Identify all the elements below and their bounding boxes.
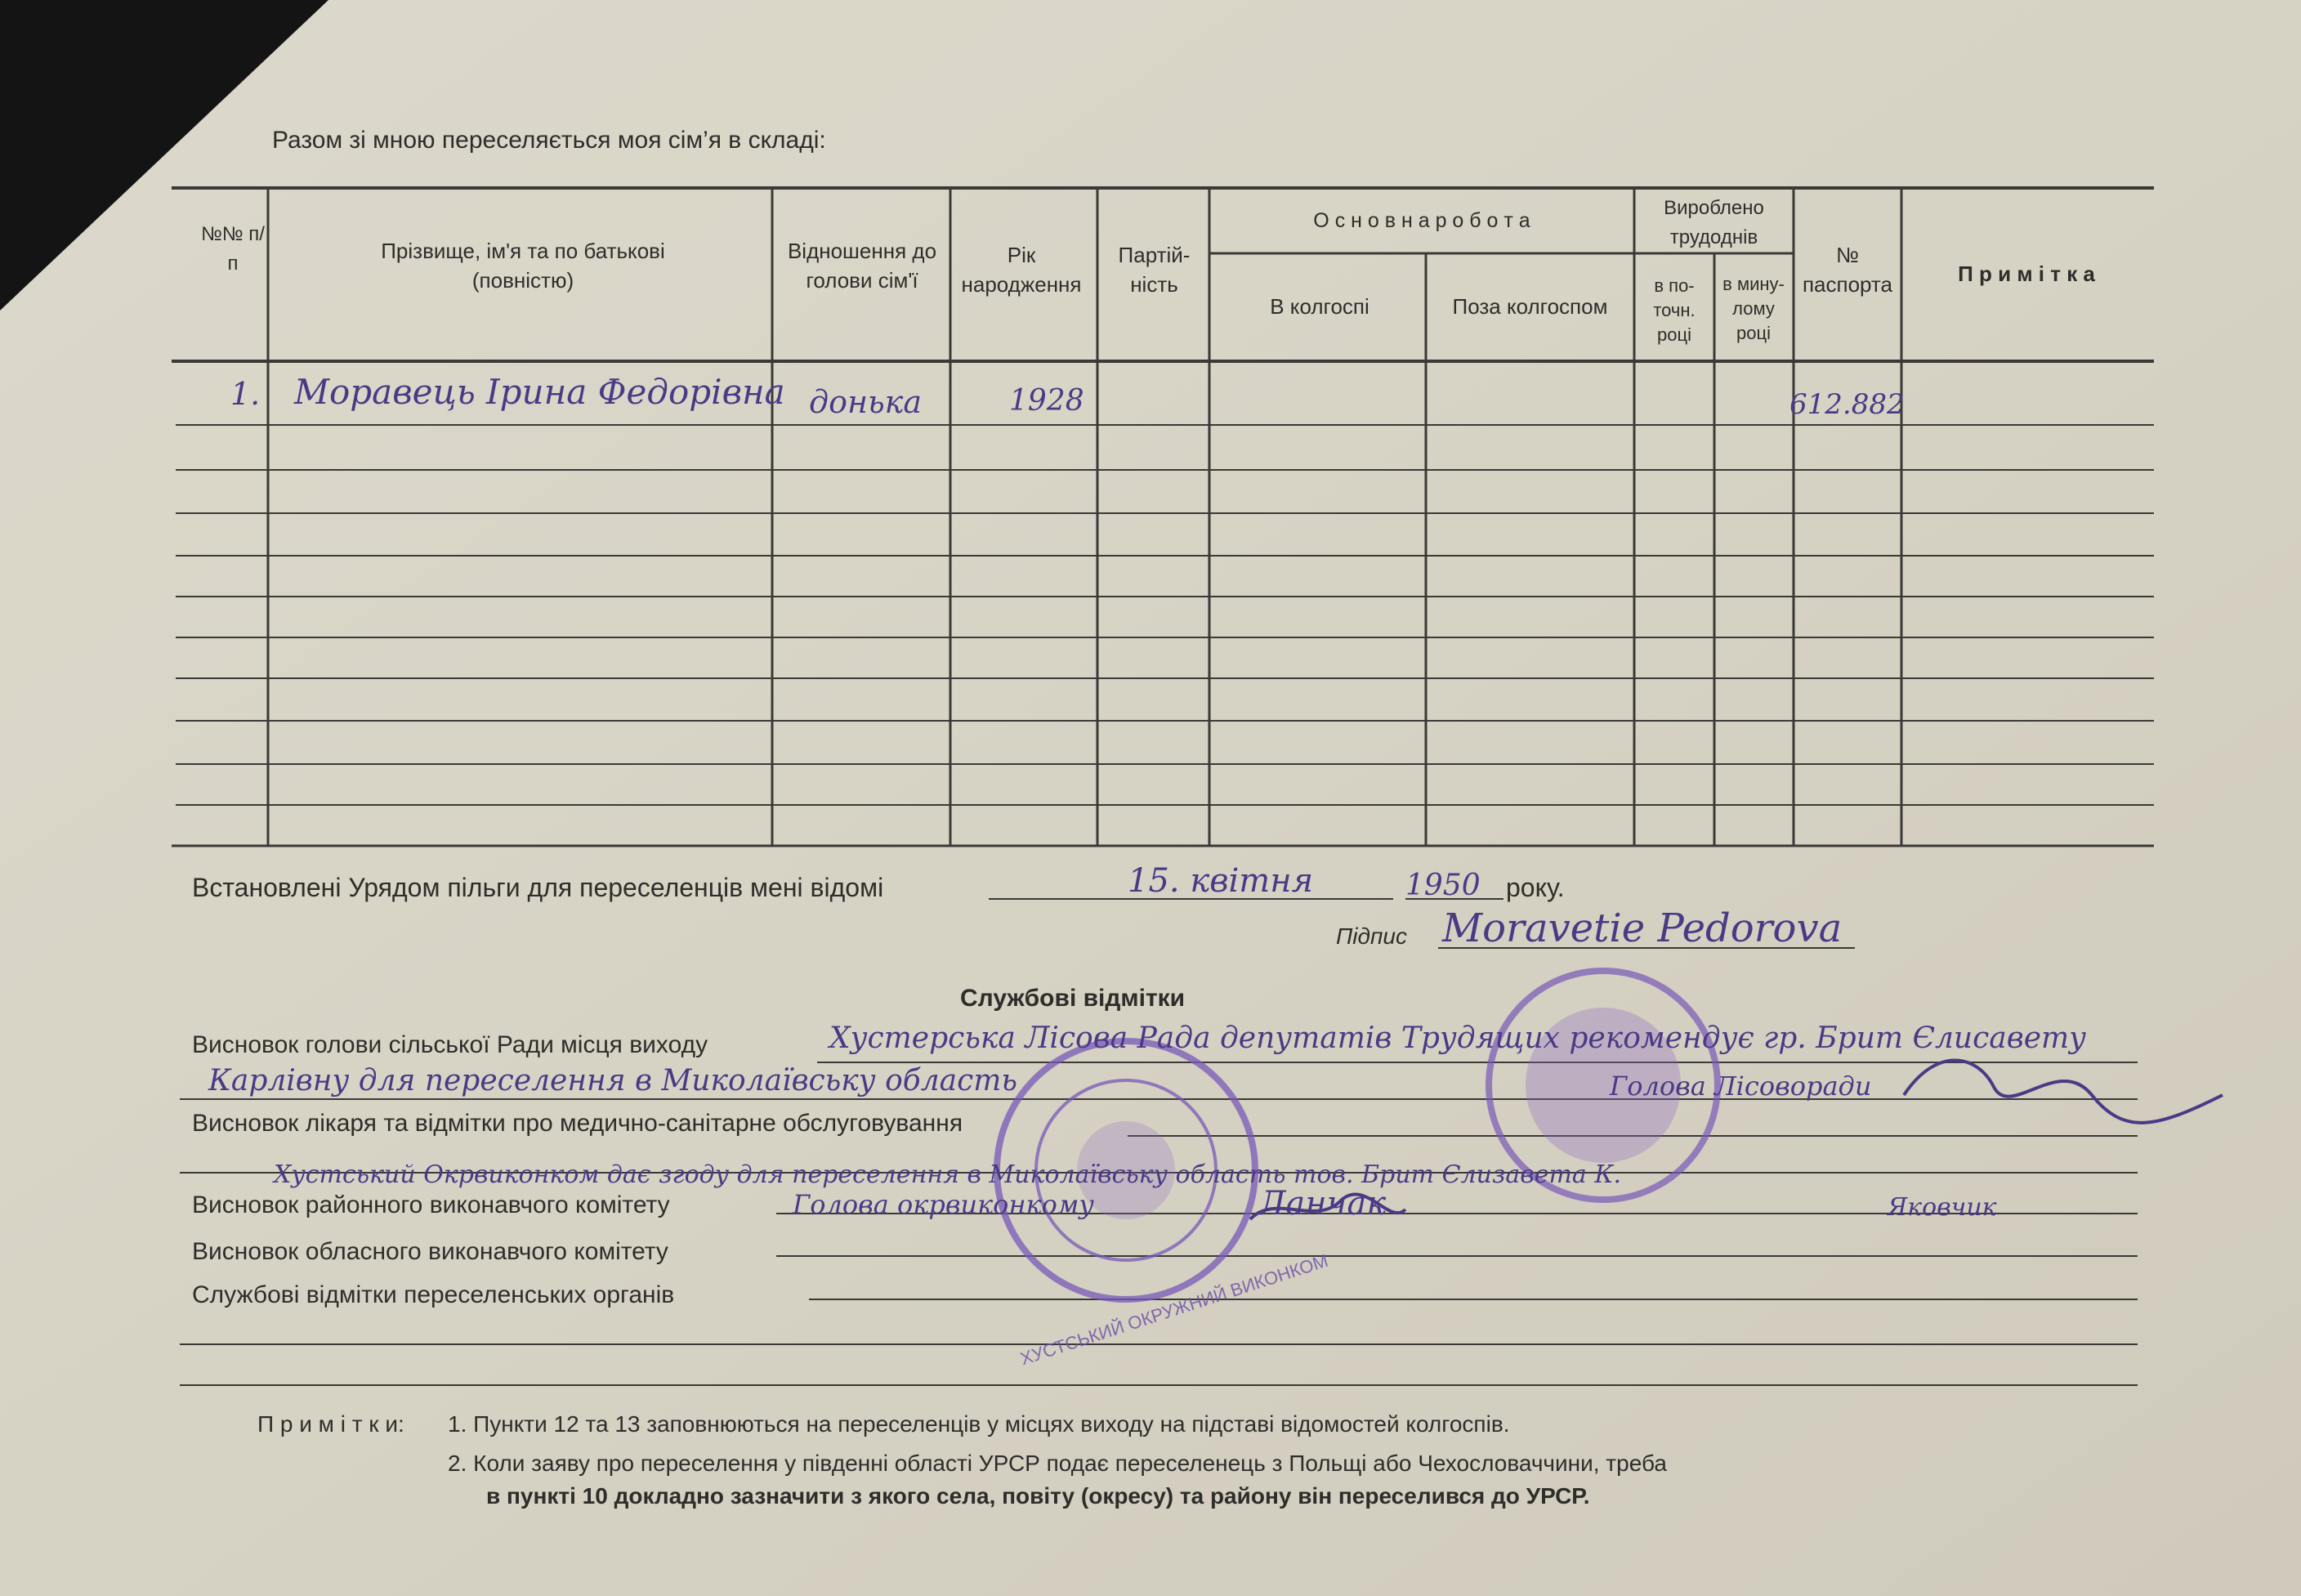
stamp-text: ХУСТСЬКИЙ ОКРУЖНИЙ ВИКОНКОМ [1017,1250,1331,1370]
village-council-label: Висновок голови сільської Ради місця виходу [192,1031,708,1058]
resettlement-label: Службові відмітки переселенських органів [192,1281,675,1308]
benefits-label: Встановлені Урядом пільги для переселенців мені відомі [192,873,884,902]
note-2b: в пункті 10 докладно зазначити з якого села, повіту (окресу) та району він переселився до УРСР. [486,1483,1590,1509]
row-1-birth-year: 1928 [1009,384,1084,418]
village-council-text: Хустерська Лісова Рада депутатів Трудящих рекомендує гр. Брит Єлисавету [829,1022,2087,1055]
col-header-outside-kolhosp: Поза колгоспом [1452,294,1608,319]
col-header-in-kolhosp: В колгоспі [1270,294,1369,319]
benefits-year: 1950 [1405,869,1481,902]
row-1-relation: донька [809,384,923,420]
district-head: Голова окрвиконкому [793,1189,1094,1220]
village-council-text2: Карлівну для переселення в Миколаївську область [208,1064,1018,1098]
district-text: Хустський Окрвиконком дає згоду для переселення в Миколаївську область тов. Брит Єлизавета К. [274,1160,1622,1189]
col-header-passport: № паспорта [1802,243,1893,297]
col-header-name: Прізвище, ім'я та по батькові (повністю) [381,239,665,293]
col-header-workdays: Вироблено трудоднів [1664,196,1764,248]
family-intro: Разом зі мною переселяється моя сім’я в складі: [272,127,826,154]
service-title: Службові відмітки [960,985,1186,1012]
signature: Moravetie Pedorova [1442,905,1843,951]
district-sig: Ланчак [1258,1185,1387,1223]
col-header-last-year: в мину-лому році [1722,273,1785,343]
note-1: 1. Пункти 12 та 13 заповнюються на переселенців у місцях виходу на підставі відомостей колгоспів. [448,1411,1510,1437]
benefits-suffix: року. [1506,873,1565,902]
signature-label: Підпис [1336,923,1407,949]
district-label: Висновок районного виконавчого комітету [192,1191,670,1218]
district-sig-right: Яковчик [1888,1193,1997,1222]
benefits-date: 15. квітня [1128,862,1314,900]
notes-label: П р и м і т к и: [257,1411,404,1437]
regional-label: Висновок обласного виконавчого комітету [192,1238,668,1265]
row-1-num: 1. [230,376,261,412]
doctor-label: Висновок лікаря та відмітки про медично-санітарне обслуговування [192,1110,963,1137]
col-header-num: №№ п/п [201,223,265,275]
col-header-birth-year: Рік народження [961,243,1082,297]
col-header-party: Партій-ність [1118,243,1191,297]
col-header-relation: Відношення до голови сім'ї [787,239,937,293]
col-header-main-work: О с н о в н а р о б о т а [1313,209,1530,232]
note-2a: 2. Коли заяву про переселення у південні області УРСР подає переселенець з Польщі або Чехословаччини, треба [448,1451,1667,1476]
row-1-passport: 612.882 [1789,388,1905,421]
row-1-name: Моравець Ірина Федорівна [294,372,785,412]
col-header-note: П р и м і т к а [1958,262,2095,286]
col-header-current-year: в по-точн. році [1653,275,1696,345]
village-head: Голова Лісоворади [1610,1071,1872,1102]
